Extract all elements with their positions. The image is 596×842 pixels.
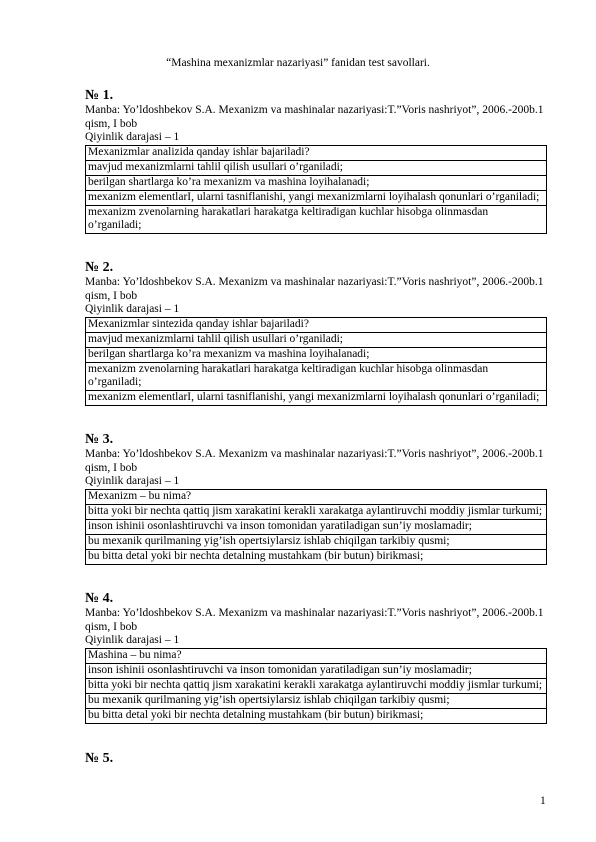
answer-option: bitta yoki bir nechta qattiq jism xarakatini kerakli xarakatga aylantiruvchi moddiy jismlar turkumi; (86, 505, 546, 520)
answer-table (85, 489, 547, 565)
question-number: № 3. (85, 432, 114, 447)
question-difficulty: Qiyinlik darajasi – 1 (85, 634, 180, 646)
question-text: Mexanizmlar sintezida qanday ishlar bajariladi? (86, 318, 546, 333)
question-text: Mexanizmlar analizida qanday ishlar bajariladi? (86, 146, 546, 161)
question-3 (85, 431, 547, 565)
answer-option: mexanizm elementlarI, ularni tasniflanishi, yangi mexanizmlarni loyihalash qonunlari o’rganiladi; (88, 390, 540, 403)
question-1 (85, 87, 547, 234)
answer-table (85, 648, 547, 724)
answer-option: bu bitta detal yoki bir nechta detalning mustahkam (bir butun) birikmasi; (88, 708, 424, 721)
question-source: Manba: Yo’ldoshbekov S.A. Mexanizm va mashinalar nazariyasi:T.”Voris nashriyot”, 2006.-200b.1 qism, I bob (85, 104, 544, 130)
answer-option: bitta yoki bir nechta qattiq jism xarakatini kerakli xarakatga aylantiruvchi moddiy jismlar turkumi; (86, 679, 546, 694)
answer-option: bu mexanik qurilmaning yig’ish opertsiylarsiz ishlab chiqilgan tarkibiy qusmi; (86, 535, 546, 550)
question-difficulty: Qiyinlik darajasi – 1 (85, 475, 180, 487)
question-source: Manba: Yo’ldoshbekov S.A. Mexanizm va mashinalar nazariyasi:T.”Voris nashriyot”, 2006.-200b.1 qism, I bob (85, 276, 544, 302)
answer-option: bu bitta detal yoki bir nechta detalning mustahkam (bir butun) birikmasi; (88, 549, 424, 562)
answer-option: mexanizm elementlarI, ularni tasniflanishi, yangi mexanizmlarni loyihalash qonunlari o’rganiladi; (86, 191, 546, 206)
answer-option: berilgan shartlarga ko’ra mexanizm va mashina loyihalanadi; (86, 348, 546, 363)
answer-option: berilgan shartlarga ko’ra mexanizm va mashina loyihalanadi; (86, 176, 546, 191)
question-text: Mexanizm – bu nima? (86, 490, 546, 505)
question-text: Mashina – bu nima? (86, 649, 546, 664)
answer-option: mexanizm zvenolarning harakatlari harakatga keltiradigan kuchlar hisobga olinmasdan o’rganiladi; (86, 363, 546, 391)
answer-option: mexanizm zvenolarning harakatlari harakatga keltiradigan kuchlar hisobga olinmasdan o’rganiladi; (88, 205, 489, 231)
page-number: 1 (540, 795, 546, 807)
answer-option: bu mexanik qurilmaning yig’ish opertsiylarsiz ishlab chiqilgan tarkibiy qusmi; (86, 694, 546, 709)
question-2 (85, 259, 547, 406)
question-difficulty: Qiyinlik darajasi – 1 (85, 131, 180, 143)
question-number: № 2. (85, 260, 114, 275)
document-title: “Mashina mexanizmlar nazariyasi” fanidan test savollari. (166, 57, 430, 69)
question-number: № 5. (85, 751, 114, 766)
answer-option: mavjud mexanizmlarni tahlil qilish usullari o’rganiladi; (86, 333, 546, 348)
answer-table (85, 317, 547, 406)
answer-option: inson ishinii osonlashtiruvchi va inson tomonidan yaratiladigan sun’iy moslamadir; (86, 664, 546, 679)
question-4 (85, 590, 547, 724)
question-number: № 1. (85, 88, 114, 103)
answer-option: inson ishinii osonlashtiruvchi va inson tomonidan yaratiladigan sun’iy moslamadir; (86, 520, 546, 535)
answer-table (85, 145, 547, 234)
question-5 (85, 750, 547, 767)
question-source: Manba: Yo’ldoshbekov S.A. Mexanizm va mashinalar nazariyasi:T.”Voris nashriyot”, 2006.-200b.1 qism, I bob (85, 607, 544, 633)
question-number: № 4. (85, 591, 114, 606)
question-difficulty: Qiyinlik darajasi – 1 (85, 303, 180, 315)
answer-option: mavjud mexanizmlarni tahlil qilish usullari o’rganiladi; (86, 161, 546, 176)
question-source: Manba: Yo’ldoshbekov S.A. Mexanizm va mashinalar nazariyasi:T.”Voris nashriyot”, 2006.-200b.1 qism, I bob (85, 448, 544, 474)
